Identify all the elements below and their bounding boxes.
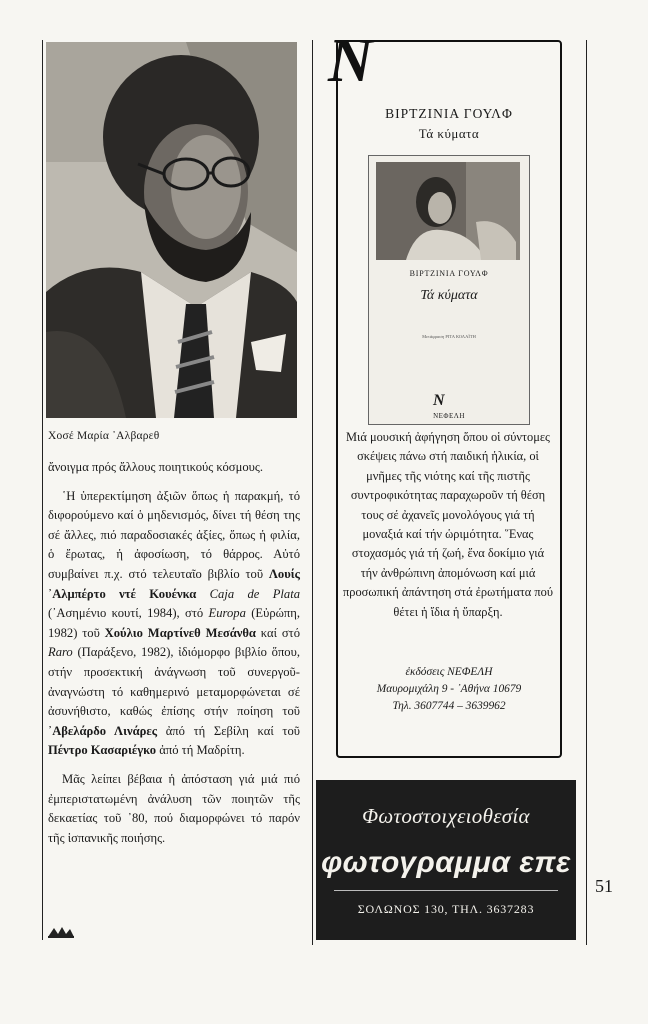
paragraph: [48, 458, 300, 478]
logo-letter: N: [328, 27, 367, 95]
publisher-name: ἐκδόσεις ΝΕΦΕΛΗ: [405, 666, 493, 678]
author-name: Λουίς ᾽Αλμπέρτο ντέ Κουένκα: [48, 566, 300, 601]
typesetting-heading: Φωτοστοιχειοθεσία: [362, 804, 530, 828]
book-title: Caja de Plata: [209, 586, 300, 601]
cover-publisher-logo: N: [433, 392, 445, 409]
book-cover: [368, 155, 530, 425]
article-text: [48, 458, 300, 857]
book-title: Europa: [208, 606, 246, 621]
ad-description: Μιά μουσική ἀφήγηση ὅπου οἱ σύντομες σκέψεις πάνω στή παιδική ἡλικία, οἱ μνῆμες τῆς νιότης καί τῆς πιστῆς συντροφικότητας παραχωροῦν τή θέση τους σέ ἀχανεῖς μονολόγους γιά τή μοναξιά καί τήν ὡριμότητα. ῞Ενας στοχασμός γιά τή ζωή, ἕνα δοκίμιο γιά τήν ἀνθρώπινη ἀπομόνωση καί μιά προσωπική ἀπάντηση στά ἐρωτήματα πού θέτει ἡ ἴδια ἡ ὕπαρξη.: [343, 430, 553, 619]
left-column-rule: [42, 40, 43, 940]
cover-title: Τά κύματα: [420, 288, 478, 303]
cover-translator: Μετάφραση ΡΙΤΑ ΚΟΛΑΪΤΗ: [422, 334, 476, 339]
end-ornament-icon: [46, 925, 76, 944]
publisher-address: Μαυρομιχάλη 9 - ᾽Αθήνα 10679: [376, 683, 522, 695]
ad-author: ΒΙΡΤΖΙΝΙΑ ΓΟΥΛΦ: [385, 106, 513, 121]
author-name: Πέντρο Κασαριέγκο: [48, 743, 157, 758]
center-column-rule: [312, 40, 313, 945]
ad-book-title: Τά κύματα: [418, 126, 480, 141]
cover-publisher: ΝΕΦΕΛΗ: [433, 412, 465, 420]
paragraph-text: καί στό: [255, 625, 301, 640]
typesetting-divider: [334, 890, 558, 891]
paragraph: [48, 487, 300, 761]
paragraph-text: ἄνοιγμα πρός ἄλλους ποιητικούς κόσμους.: [48, 460, 263, 474]
publisher-logo-icon: [328, 27, 418, 95]
publisher-info: [336, 664, 562, 715]
typesetting-company: φωτογραμμα επε: [321, 846, 571, 879]
paragraph-text: ῾Η ὑπερεκτίμηση ἀξιῶν ὅπως ἡ παρακμή, τό διφορούμενο καί ὁ μηδενισμός, δίνει τή θέση της σέ ἄλλες, πιό παραδοσιακές ἀξίες, ὅπως ἡ φιλία, ὁ ἔρωτας, ἡ ἀφοσίωση, τό θάρρος. Αὐτό συμβαίνει π.χ. στό τελευταῖο βιβλίο τοῦ: [48, 488, 300, 581]
author-portrait-photo: [46, 42, 297, 418]
paragraph: [48, 770, 300, 848]
author-name: ᾽Αβελάρδο Λινάρες: [48, 723, 158, 738]
typesetting-address: ΣΟΛΩΝΟΣ 130, ΤΗΛ. 3637283: [357, 902, 535, 916]
book-title: Raro: [48, 645, 73, 660]
typesetting-ad: [316, 780, 576, 940]
page-number: 51: [595, 876, 613, 896]
photo-caption: Χοσέ Μαρία ᾽Αλβαρεθ: [48, 430, 160, 442]
cover-painting: [376, 162, 520, 260]
paragraph-text: ἀπό τή Σεβίλη καί τοῦ: [157, 723, 300, 738]
author-name: Χούλιο Μαρτίνεθ Μεσάνθα: [104, 625, 256, 640]
paragraph-text: ἀπό τή Μαδρίτη.: [156, 743, 245, 758]
paragraph-text: (᾽Ασημένιο κουτί, 1984), στό: [48, 606, 209, 621]
paragraph-text: (Εὐρώπη, 1982) τοῦ: [48, 606, 301, 640]
paragraph-text: (Παράξενο, 1982), ἰδιόμορφο βιβλίο ὅπου, στήν προσεκτική ἀνάγνωση τοῦ συνεργοῦ-ἀναγνώστη τό καθημερινό μεταμορφώνεται σέ ἀσυνήθιστο, καθώς ἐπίσης στήν ποίηση τοῦ: [48, 645, 300, 719]
right-column-rule: [586, 40, 587, 945]
paragraph-text: Μᾶς λείπει βέβαια ἡ ἀπόσταση γιά μιά πιό ἐμπεριστατωμένη ἀνάλυση τῶν ποιητῶν τῆς δεκαετίας τοῦ ᾽80, πού διαμορφώνει τό παρόν τῆς ἱσπανικῆς ποιήσης.: [48, 771, 300, 845]
publisher-phone: Τηλ. 3607744 – 3639962: [392, 700, 506, 712]
cover-author: ΒΙΡΤΖΙΝΙΑ ΓΟΥΛΦ: [409, 269, 489, 278]
